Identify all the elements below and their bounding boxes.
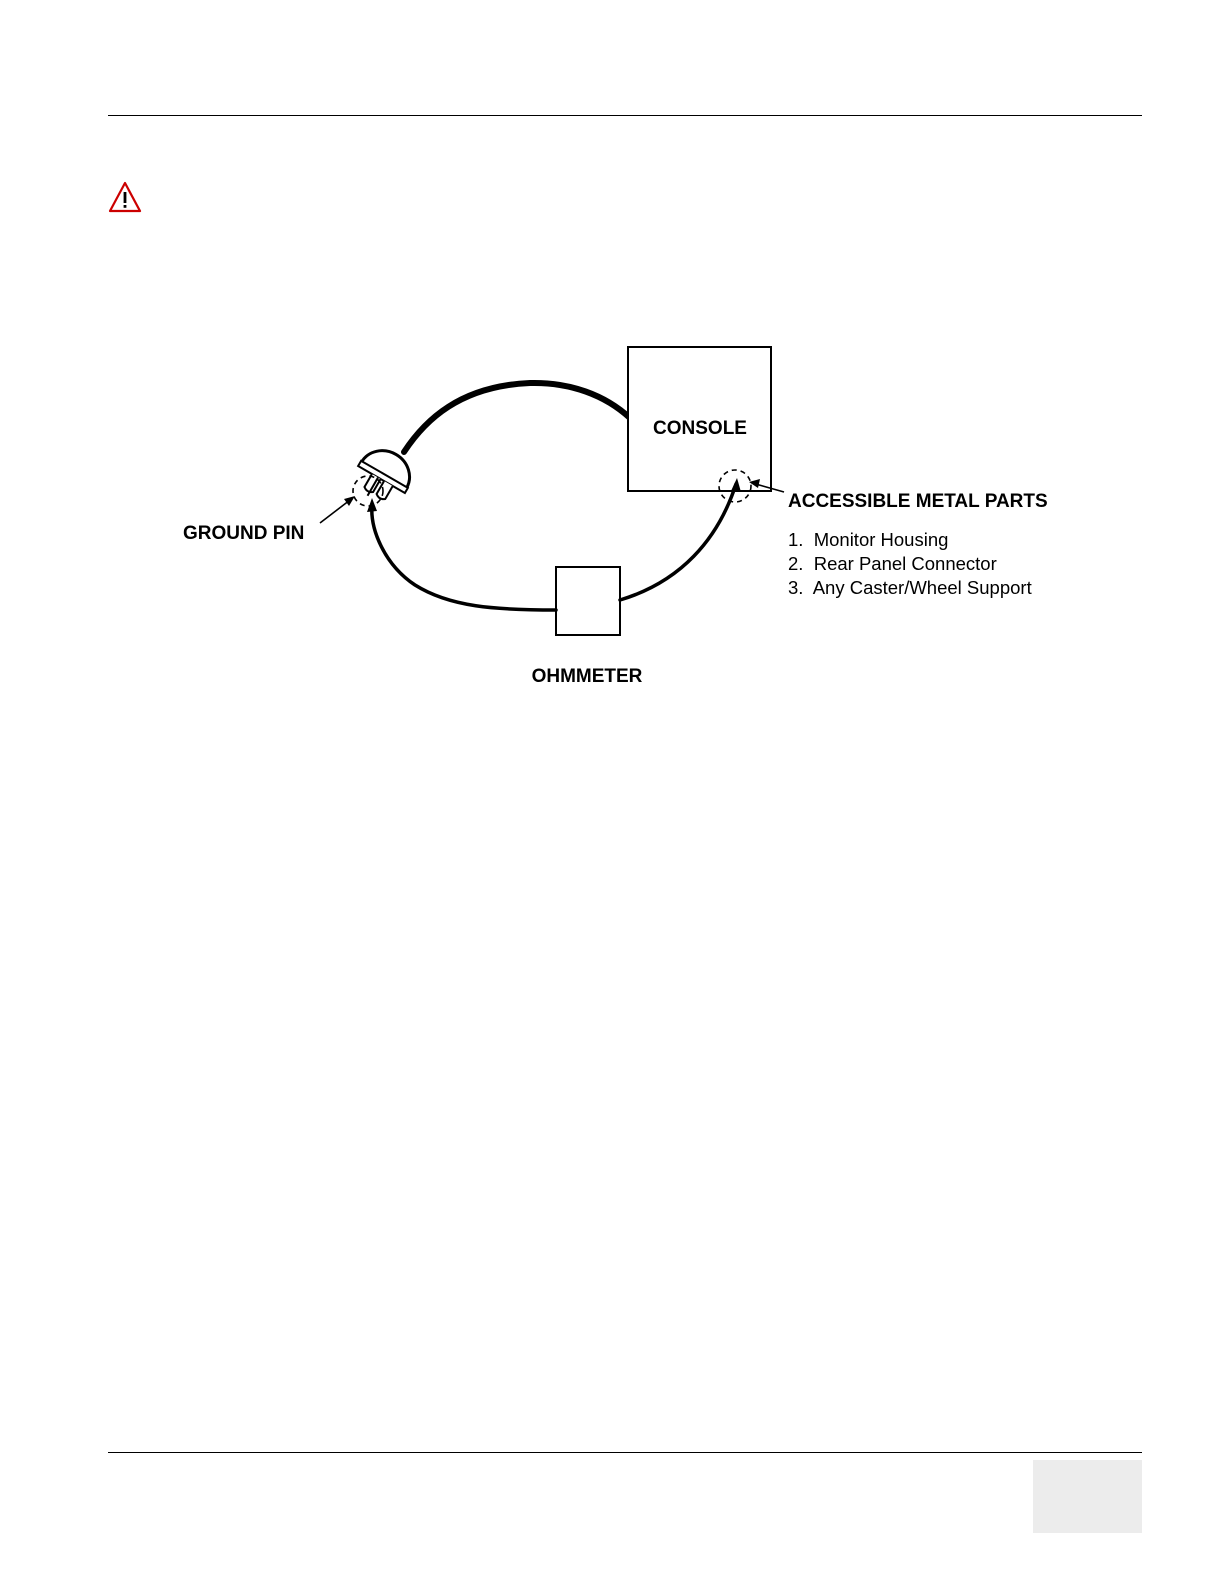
ground-pin-leader-arrow — [344, 496, 355, 506]
metal-parts-item: 1. Monitor Housing — [788, 529, 949, 550]
console-label: CONSOLE — [653, 418, 747, 439]
metal-parts-item: 2. Rear Panel Connector — [788, 553, 997, 574]
ground-resistance-diagram — [0, 0, 1224, 760]
ohmmeter-box — [556, 567, 620, 635]
metal-parts-item: 3. Any Caster/Wheel Support — [788, 577, 1032, 598]
ohmmeter-label: OHMMETER — [531, 666, 643, 687]
page-number-box — [1033, 1460, 1142, 1533]
plug — [348, 441, 420, 511]
power-cord — [404, 383, 630, 452]
metal-parts-heading: ACCESSIBLE METAL PARTS — [788, 491, 1048, 512]
ohmmeter-lead-console — [620, 484, 736, 600]
ground-lead-probe — [367, 498, 377, 512]
ground-pin-label: GROUND PIN — [183, 523, 305, 544]
footer-rule — [108, 1452, 1142, 1453]
ground-pin-leader — [320, 500, 350, 523]
ohmmeter-lead-ground — [372, 505, 556, 610]
